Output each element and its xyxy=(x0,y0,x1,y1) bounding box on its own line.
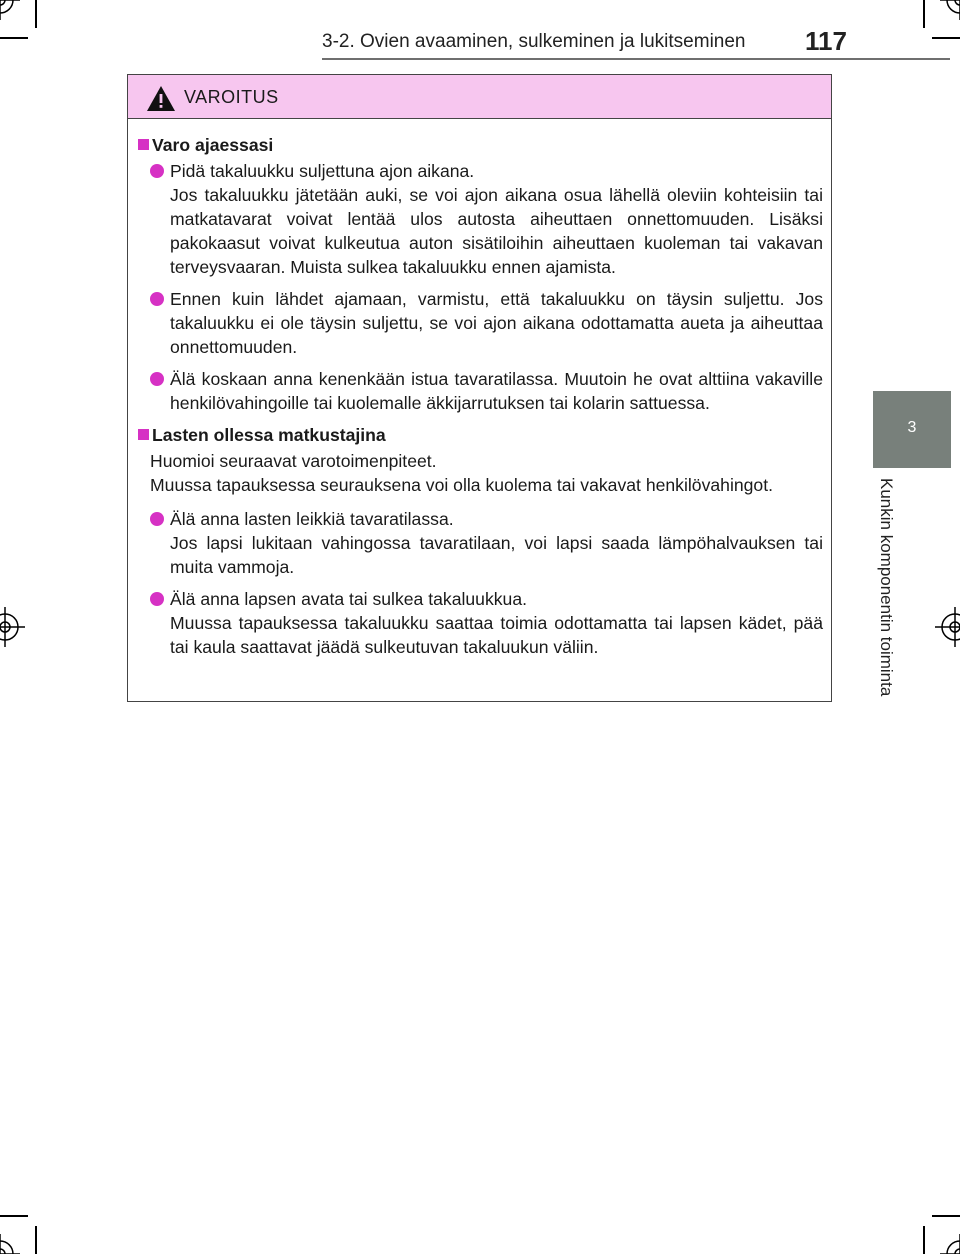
warning-body xyxy=(128,119,831,667)
bullet-lead: Älä anna lasten leikkiä tavaratilassa. xyxy=(170,509,454,529)
bullet-lead: Älä anna lapsen avata tai sulkea takaluukkua. xyxy=(170,589,528,609)
bullet-text: Ennen kuin lähdet ajamaan, varmistu, että takaluukku on täysin suljettu. Jos takaluukku ei ole täysin suljettu, se voi ajon aikana odottamatta aueta ja aiheuttaa onnettomuuden. xyxy=(170,289,823,357)
round-bullet-icon xyxy=(150,372,164,386)
registration-mark-bottom-left xyxy=(0,1234,20,1254)
trim-line xyxy=(0,37,28,39)
chapter-number: 3 xyxy=(907,419,917,436)
bullet-lead: Pidä takaluukku suljettuna ajon aikana. xyxy=(170,161,475,181)
round-bullet-icon xyxy=(150,592,164,606)
list-item xyxy=(128,507,823,579)
warning-label: VAROITUS xyxy=(184,87,279,107)
registration-mark-middle-right xyxy=(935,607,960,647)
list-item xyxy=(128,367,823,415)
chapter-title: Kunkin komponentin toiminta xyxy=(877,478,896,697)
warning-header xyxy=(128,75,831,119)
registration-mark-top-left xyxy=(0,0,20,20)
warning-triangle-icon xyxy=(146,85,176,112)
chapter-title-vertical xyxy=(876,478,906,728)
registration-mark-middle-left xyxy=(0,607,25,647)
trim-line xyxy=(932,37,960,39)
square-bullet-icon xyxy=(138,139,149,150)
chapter-tab xyxy=(873,391,951,468)
bullet-detail: Muussa tapauksessa takaluukku saattaa toimia odottamatta tai lapsen kädet, pää tai kaula saattavat jäädä sulkeutuvan takaluukun väliin. xyxy=(170,613,823,657)
square-bullet-icon xyxy=(138,429,149,440)
trim-line xyxy=(35,0,37,28)
page-number: 117 xyxy=(805,26,847,56)
header-divider xyxy=(322,58,950,60)
trim-line xyxy=(923,0,925,28)
trim-line xyxy=(35,1226,37,1254)
section-title: Lasten ollessa matkustajina xyxy=(128,423,823,447)
list-item xyxy=(128,287,823,359)
trim-line xyxy=(923,1226,925,1254)
trim-line xyxy=(0,1215,28,1217)
bullet-detail: Jos lapsi lukitaan vahingossa tavaratilaan, voi lapsi saada lämpöhalvauksen tai muita vammoja. xyxy=(170,533,823,577)
page-header-title: 3-2. Ovien avaaminen, sulkeminen ja lukitseminen xyxy=(322,31,746,52)
trim-line xyxy=(932,1215,960,1217)
round-bullet-icon xyxy=(150,512,164,526)
registration-mark-top-right xyxy=(940,0,960,20)
warning-box xyxy=(127,74,832,702)
bullet-detail: Jos takaluukku jätetään auki, se voi ajon aikana osua lähellä oleviin kohteisiin tai matkatavarat voivat lentää ulos autosta aiheuttaen onnettomuuden. Lisäksi pakokaasut voivat kulkeutua auton sisätiloihin aiheuttaen kuoleman tai vakavan terveysvaaran. Muista sulkea takaluukku ennen ajamista. xyxy=(170,185,823,277)
round-bullet-icon xyxy=(150,164,164,178)
round-bullet-icon xyxy=(150,292,164,306)
section-intro: Huomioi seuraavat varotoimenpiteet. Muussa tapauksessa seurauksena voi olla kuolema tai vakavat henkilövahingot. xyxy=(150,451,773,495)
list-item xyxy=(128,587,823,659)
bullet-text: Älä koskaan anna kenenkään istua tavaratilassa. Muutoin he ovat alttiina vakaville henkilövahingoille tai kuolemalle äkkijarrutuksen tai kolarin sattuessa. xyxy=(170,369,823,413)
registration-mark-bottom-right xyxy=(940,1234,960,1254)
section-title: Varo ajaessasi xyxy=(128,133,823,157)
list-item xyxy=(128,159,823,279)
